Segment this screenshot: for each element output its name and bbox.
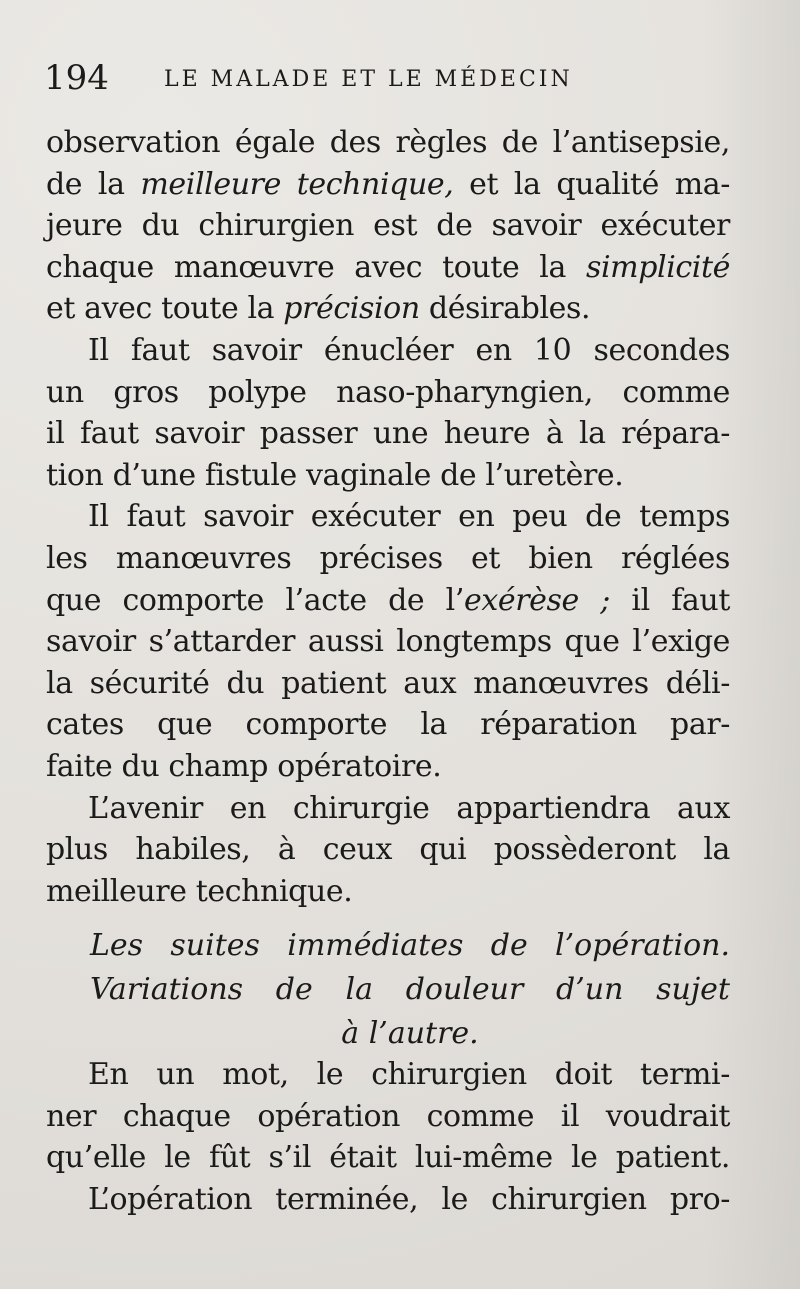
text-line: les manœuvres précises et bien réglées <box>46 540 730 576</box>
heading-line: à l’autre. <box>341 1016 479 1051</box>
text-line: la sécurité du patient aux manœuvres déli- <box>46 665 730 701</box>
text-line: il faut savoir passer une heure à la répara- <box>46 416 730 452</box>
emphasis: simplicité <box>585 249 731 285</box>
text-line: et avec toute la précision désirables. <box>46 291 591 327</box>
text-line: cates que comporte la réparation par- <box>46 707 730 743</box>
text-line: que comporte l’acte de l’exérèse ; il faut <box>46 582 730 618</box>
text-line: jeure du chirurgien est de savoir exécuter <box>46 208 730 244</box>
body-text-bottom <box>46 1054 730 1220</box>
text-line: chaque manœuvre avec toute la simplicité <box>46 249 731 285</box>
text-line: faite du champ opératoire. <box>46 748 442 784</box>
text-line: de la meilleure technique, et la qualité ma- <box>46 166 730 202</box>
text-line: ner chaque opération comme il voudrait <box>46 1098 730 1134</box>
text-line: L’opération terminée, le chirurgien pro- <box>88 1181 730 1217</box>
running-head <box>44 58 744 98</box>
text-line: Il faut savoir énucléer en 10 secondes <box>88 332 730 368</box>
heading-line: Les suites immédiates de l’opération. <box>90 928 730 963</box>
section-heading <box>46 924 730 1056</box>
text-line: un gros polype naso-pharyngien, comme <box>46 374 730 410</box>
text-line: Il faut savoir exécuter en peu de temps <box>88 499 730 535</box>
text-line: observation égale des règles de l’antisepsie, <box>46 125 730 160</box>
emphasis: précision <box>283 291 420 327</box>
text-line: qu’elle le fût s’il était lui-même le patient. <box>46 1140 730 1176</box>
text-line: meilleure technique. <box>46 873 353 909</box>
emphasis: exérèse ; <box>464 582 610 618</box>
text-line: tion d’une fistule vaginale de l’uretère. <box>46 457 624 493</box>
heading-line: Variations de la douleur d’un sujet <box>90 972 730 1007</box>
page-number: 194 <box>44 58 109 98</box>
emphasis: meilleure technique, <box>140 166 454 202</box>
text-line: En un mot, le chirurgien doit termi- <box>88 1057 730 1092</box>
running-title: LE MALADE ET LE MÉDECIN <box>164 67 573 92</box>
text-line: savoir s’attarder aussi longtemps que l’exige <box>46 624 730 660</box>
body-text-top <box>46 122 730 912</box>
text-line: plus habiles, à ceux qui possèderont la <box>46 832 730 868</box>
text-line: L’avenir en chirurgie appartiendra aux <box>88 790 730 826</box>
